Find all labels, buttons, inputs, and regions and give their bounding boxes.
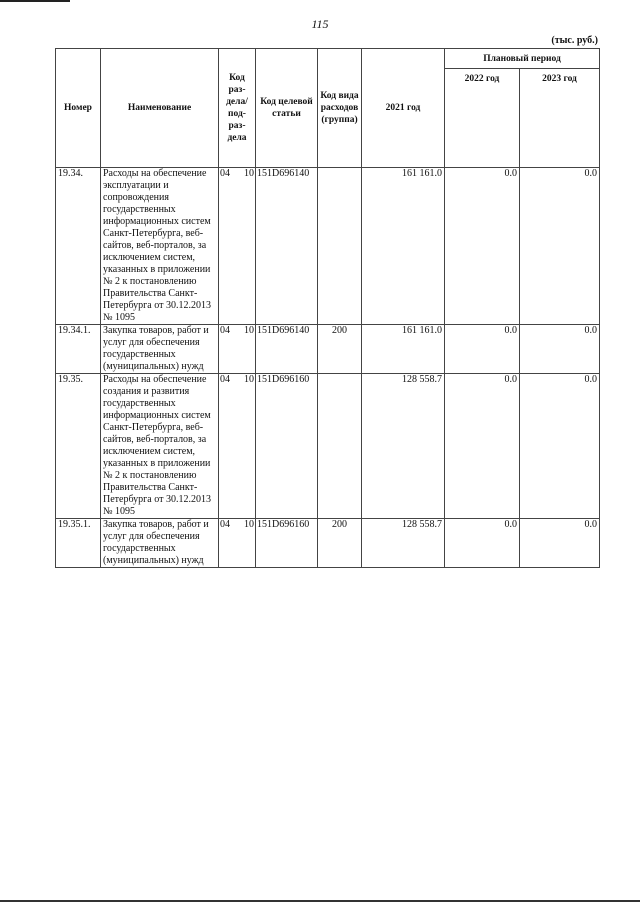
row-expense-group: 200 <box>318 519 362 568</box>
row-target-code: 151D696160 <box>256 519 318 568</box>
row-expense-group: 200 <box>318 325 362 374</box>
row-section: 04 <box>220 325 230 336</box>
row-amount-2022: 0.0 <box>445 325 520 374</box>
row-target-code: 151D696140 <box>256 168 318 325</box>
top-rule <box>0 0 70 2</box>
header-section-code: Код раз-дела/ под-раз-дела <box>219 49 256 168</box>
table-row <box>56 168 600 325</box>
table-row <box>56 374 600 519</box>
table-row <box>56 519 600 568</box>
units-label: (тыс. руб.) <box>551 35 598 46</box>
header-name: Наименование <box>101 49 219 168</box>
row-amount-2023: 0.0 <box>520 374 600 519</box>
row-amount-2023: 0.0 <box>520 168 600 325</box>
row-section-code <box>219 374 256 519</box>
row-name: Расходы на обеспечение эксплуатации и сопровождения государственных информационных систем Санкт-Петербурга, веб-сайтов, веб-порталов, за исключением систем, указанных в приложении № 2 к постановлению Правительства Санкт-Петербурга от 30.12.2013 № 1095 <box>101 168 219 325</box>
header-year-2021: 2021 год <box>362 49 445 168</box>
row-section-code <box>219 519 256 568</box>
budget-table <box>55 48 600 568</box>
row-amount-2021: 128 558.7 <box>362 374 445 519</box>
row-amount-2022: 0.0 <box>445 519 520 568</box>
row-number: 19.35.1. <box>56 519 101 568</box>
row-name: Закупка товаров, работ и услуг для обеспечения государственных (муниципальных) нужд <box>101 519 219 568</box>
row-section: 04 <box>220 374 230 385</box>
header-target-code: Код целевой статьи <box>256 49 318 168</box>
row-amount-2023: 0.0 <box>520 325 600 374</box>
row-subsection: 10 <box>244 168 254 179</box>
row-section-code <box>219 168 256 325</box>
header-number: Номер <box>56 49 101 168</box>
row-target-code: 151D696140 <box>256 325 318 374</box>
header-year-2022: 2022 год <box>445 69 520 168</box>
row-number: 19.35. <box>56 374 101 519</box>
header-expense-type-code: Код вида расходов (группа) <box>318 49 362 168</box>
row-subsection: 10 <box>244 325 254 336</box>
header-planned-period: Плановый период <box>445 49 600 69</box>
row-amount-2021: 161 161.0 <box>362 325 445 374</box>
row-section: 04 <box>220 519 230 530</box>
row-section: 04 <box>220 168 230 179</box>
row-subsection: 10 <box>244 374 254 385</box>
row-section-code <box>219 325 256 374</box>
row-amount-2021: 128 558.7 <box>362 519 445 568</box>
row-number: 19.34.1. <box>56 325 101 374</box>
bottom-rule <box>0 900 640 902</box>
table-row <box>56 325 600 374</box>
row-number: 19.34. <box>56 168 101 325</box>
row-name: Закупка товаров, работ и услуг для обеспечения государственных (муниципальных) нужд <box>101 325 219 374</box>
header-row-top <box>56 49 600 69</box>
row-expense-group <box>318 168 362 325</box>
page-number: 115 <box>311 17 329 31</box>
row-amount-2022: 0.0 <box>445 374 520 519</box>
row-amount-2021: 161 161.0 <box>362 168 445 325</box>
row-amount-2023: 0.0 <box>520 519 600 568</box>
row-name: Расходы на обеспечение создания и развития государственных информационных систем Санкт-Петербурга, веб-сайтов, веб-порталов, за исключением систем, указанных в приложении № 2 к постановлению Правительства Санкт-Петербурга от 30.12.2013 № 1095 <box>101 374 219 519</box>
row-expense-group <box>318 374 362 519</box>
row-amount-2022: 0.0 <box>445 168 520 325</box>
row-target-code: 151D696160 <box>256 374 318 519</box>
row-subsection: 10 <box>244 519 254 530</box>
header-year-2023: 2023 год <box>520 69 600 168</box>
